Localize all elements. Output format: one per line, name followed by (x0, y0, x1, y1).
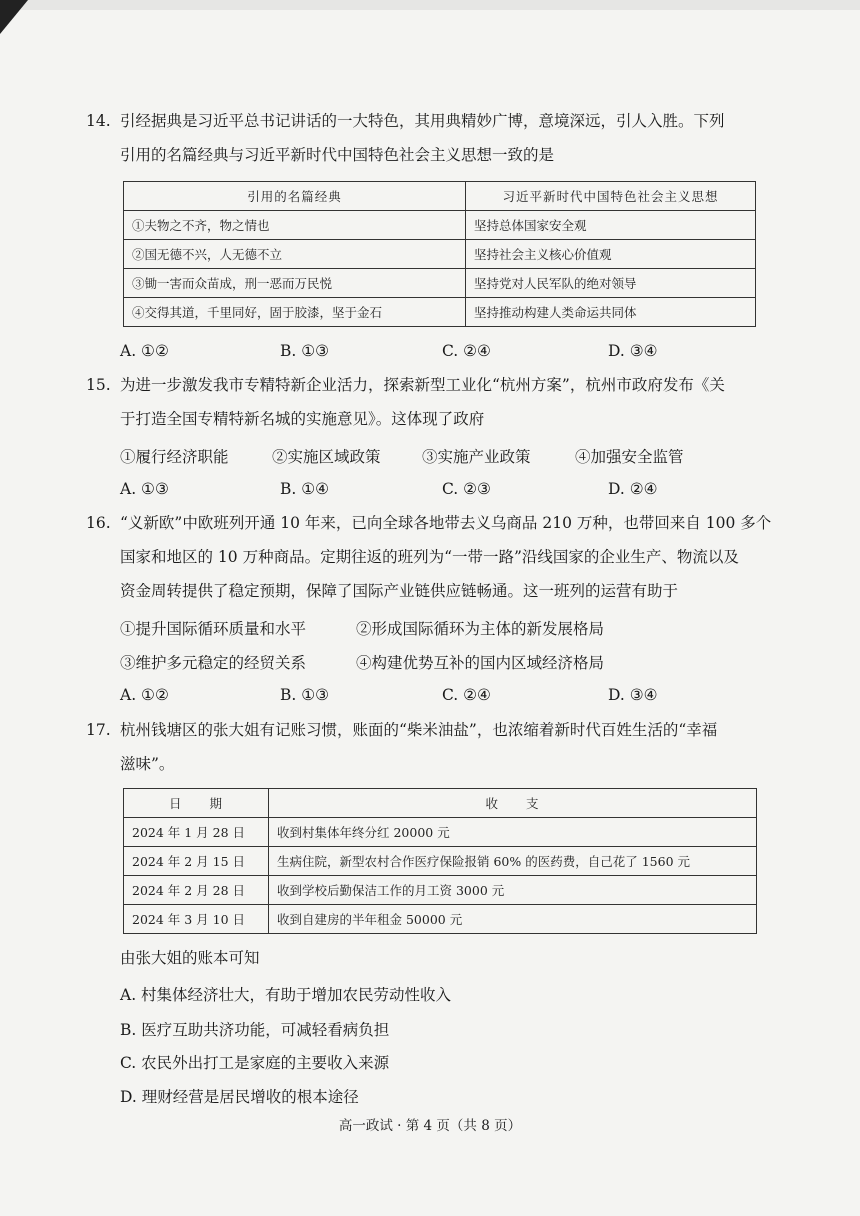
statement: ④构建优势互补的国内区域经济格局 (356, 654, 605, 672)
corner-mark (0, 0, 28, 34)
question-16 (86, 506, 776, 608)
option-d[interactable]: D. ②④ (608, 480, 658, 498)
table-cell: 2024 年 1 月 28 日 (124, 818, 269, 847)
table-cell: 坚持社会主义核心价值观 (466, 240, 756, 269)
statements-16-row1 (120, 617, 780, 647)
table-header: 习近平新时代中国特色社会主义思想 (466, 182, 756, 211)
statement: ④加强安全监管 (575, 448, 684, 466)
question-15 (86, 368, 776, 436)
ledger-table (123, 788, 757, 934)
question-number: 14. (86, 112, 111, 130)
table-cell: ①夫物之不齐，物之情也 (124, 211, 466, 240)
table-cell: 2024 年 2 月 15 日 (124, 847, 269, 876)
table-row (124, 240, 756, 269)
table-cell: 收到村集体年终分红 20000 元 (269, 818, 757, 847)
statement: ②形成国际循环为主体的新发展格局 (356, 620, 605, 638)
table-cell: 收到自建房的半年租金 50000 元 (269, 905, 757, 934)
question-text: 国家和地区的 10 万种商品。定期往返的班列为“一带一路”沿线国家的企业生产、物流以及 (120, 548, 739, 566)
question-number: 17. (86, 721, 111, 739)
option-a[interactable]: A. ①③ (120, 480, 169, 498)
table-row (124, 818, 757, 847)
statement: ②实施区域政策 (272, 448, 381, 466)
table-row (124, 269, 756, 298)
statements-15 (120, 445, 780, 475)
option-a[interactable]: A. ①② (120, 686, 169, 704)
option-b[interactable]: B. ①③ (280, 686, 330, 704)
table-row (124, 211, 756, 240)
table-cell: 2024 年 2 月 28 日 (124, 876, 269, 905)
question-text: 资金周转提供了稳定预期，保障了国际产业链供应链畅通。这一班列的运营有助于 (120, 582, 679, 600)
option-a[interactable]: A. ①② (120, 342, 169, 360)
question-17 (86, 713, 776, 781)
table-cell: 2024 年 3 月 10 日 (124, 905, 269, 934)
table-cell: ④交得其道，千里同好，固于胶漆，坚于金石 (124, 298, 466, 327)
question-14 (86, 104, 776, 172)
statement: ①履行经济职能 (120, 448, 229, 466)
table-cell: ③锄一害而众苗成，刑一恶而万民悦 (124, 269, 466, 298)
option-d[interactable]: D. ③④ (608, 686, 658, 704)
table-cell: 收到学校后勤保洁工作的月工资 3000 元 (269, 876, 757, 905)
option-d[interactable]: D. 理财经营是居民增收的根本途径 (120, 1088, 359, 1106)
question-number: 15. (86, 376, 111, 394)
table-row (124, 298, 756, 327)
statement: ③实施产业政策 (422, 448, 531, 466)
question-text: 滋味”。 (120, 755, 175, 773)
table-header: 日 期 (124, 789, 269, 818)
quotes-table (123, 181, 756, 327)
answer-options-16 (120, 686, 780, 716)
table-header-row (124, 182, 756, 211)
scan-edge (0, 0, 860, 10)
table-cell: ②国无德不兴，人无德不立 (124, 240, 466, 269)
table-row (124, 876, 757, 905)
question-text: 于打造全国专精特新名城的实施意见》。这体现了政府 (120, 410, 485, 428)
table-cell: 坚持党对人民军队的绝对领导 (466, 269, 756, 298)
option-c[interactable]: C. ②④ (442, 686, 491, 704)
statement: ①提升国际循环质量和水平 (120, 620, 307, 638)
question-prompt: 由张大姐的账本可知 (120, 949, 260, 967)
option-d[interactable]: D. ③④ (608, 342, 658, 360)
option-b[interactable]: B. ①④ (280, 480, 330, 498)
option-b[interactable]: B. ①③ (280, 342, 330, 360)
question-text: 杭州钱塘区的张大姐有记账习惯，账面的“柴米油盐”，也浓缩着新时代百姓生活的“幸福 (120, 721, 718, 739)
option-a[interactable]: A. 村集体经济壮大，有助于增加农民劳动性收入 (120, 986, 452, 1004)
option-c[interactable]: C. ②④ (442, 342, 491, 360)
table-cell: 坚持总体国家安全观 (466, 211, 756, 240)
page-footer: 高一政试 · 第 4 页（共 8 页） (338, 1118, 522, 1134)
question-text: “义新欧”中欧班列开通 10 年来，已向全球各地带去义乌商品 210 万种，也带回来自 100 多个 (120, 514, 772, 532)
option-c[interactable]: C. ②③ (442, 480, 491, 498)
table-cell: 生病住院，新型农村合作医疗保险报销 60% 的医药费，自己花了 1560 元 (269, 847, 757, 876)
question-text: 引经据典是习近平总书记讲话的一大特色，其用典精妙广博，意境深远，引人入胜。下列 (120, 112, 725, 130)
table-cell: 坚持推动构建人类命运共同体 (466, 298, 756, 327)
option-c[interactable]: C. 农民外出打工是家庭的主要收入来源 (120, 1054, 390, 1072)
question-text: 引用的名篇经典与习近平新时代中国特色社会主义思想一致的是 (120, 146, 555, 164)
table-row (124, 905, 757, 934)
question-number: 16. (86, 514, 111, 532)
question-text: 为进一步激发我市专精特新企业活力，探索新型工业化“杭州方案”，杭州市政府发布《关 (120, 376, 725, 394)
table-row (124, 847, 757, 876)
table-header: 引用的名篇经典 (124, 182, 466, 211)
statement: ③维护多元稳定的经贸关系 (120, 654, 307, 672)
option-b[interactable]: B. 医疗互助共济功能，可减轻看病负担 (120, 1021, 390, 1039)
table-header-row (124, 789, 757, 818)
statements-16-row2 (120, 651, 780, 681)
table-header: 收 支 (269, 789, 757, 818)
